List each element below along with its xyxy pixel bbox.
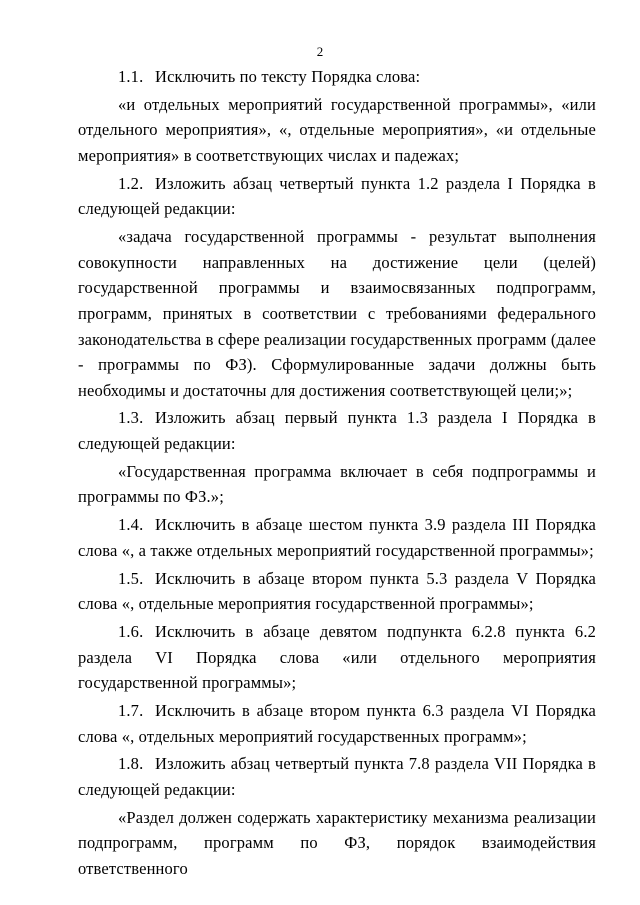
item-number: 1.5.	[118, 568, 144, 588]
paragraph-text: Исключить по тексту Порядка слова:	[155, 67, 421, 86]
paragraph-quote-words	[78, 92, 596, 169]
paragraph-text: Изложить абзац четвертый пункта 7.8 раздела VII Порядка в следующей редакции:	[78, 754, 596, 799]
item-number: 1.8.	[118, 754, 144, 774]
paragraph-text: Исключить в абзаце втором пункта 5.3 раздела V Порядка слова «, отдельные мероприятия государственной программы»;	[78, 568, 596, 614]
paragraph-text: Изложить абзац первый пункта 1.3 раздела I Порядка в следующей редакции:	[78, 408, 596, 454]
paragraph-quote-task	[78, 224, 596, 403]
item-number: 1.4.	[118, 515, 144, 535]
paragraph-1-6	[78, 619, 596, 696]
item-number: 1.1.	[118, 67, 144, 86]
paragraph-quote-program	[78, 459, 596, 510]
paragraph-1-2	[78, 171, 596, 222]
paragraph-text: Исключить в абзаце шестом пункта 3.9 раздела III Порядка слова «, а также отдельных мероприятий государственной программы»;	[78, 515, 596, 560]
item-number: 1.3.	[118, 408, 144, 428]
paragraph-text: «Раздел должен содержать характеристику механизма реализации подпрограмм, программ по ФЗ, порядок взаимодействия ответственного	[78, 807, 596, 878]
document-body	[78, 64, 596, 884]
paragraph-text: Исключить в абзаце втором пункта 6.3 раздела VI Порядка слова «, отдельных мероприятий государственных программ»;	[78, 700, 596, 746]
paragraph-text: Изложить абзац четвертый пункта 1.2 раздела I Порядка в следующей редакции:	[78, 173, 596, 219]
paragraph-1-3	[78, 405, 596, 456]
paragraph-text: «Государственная программа включает в себя подпрограммы и программы по ФЗ.»;	[78, 461, 596, 507]
item-number: 1.7.	[118, 700, 144, 720]
item-number: 1.2.	[118, 173, 144, 193]
paragraph-text: «и отдельных мероприятий государственной программы», «или отдельного мероприятия», «, отдельные мероприятия», «и отдельные мероприятия» в соответствующих числах и падежах;	[78, 94, 596, 165]
item-number: 1.6.	[118, 621, 144, 641]
paragraph-text: «задача государственной программы - результат выполнения совокупности направленных на достижение цели (целей) государственной программы и взаимосвязанных подпрограмм, программ, принятых в соответствии с требованиями федерального законодательства в сфере реализации государственных программ (далее - программы по ФЗ). Сформулированные задачи должны быть необходимы и достаточны для достижения соответствующей цели;»;	[78, 227, 596, 400]
paragraph-1-4	[78, 512, 596, 563]
paragraph-1-1	[78, 64, 596, 90]
paragraph-1-8	[78, 751, 596, 802]
paragraph-1-5	[78, 566, 596, 617]
paragraph-1-7	[78, 698, 596, 749]
page-number: 2	[316, 44, 324, 59]
paragraph-text: Исключить в абзаце девятом подпункта 6.2.8 пункта 6.2 раздела VI Порядка слова «или отдельного мероприятия государственной программы»;	[78, 621, 596, 693]
paragraph-quote-section	[78, 805, 596, 882]
